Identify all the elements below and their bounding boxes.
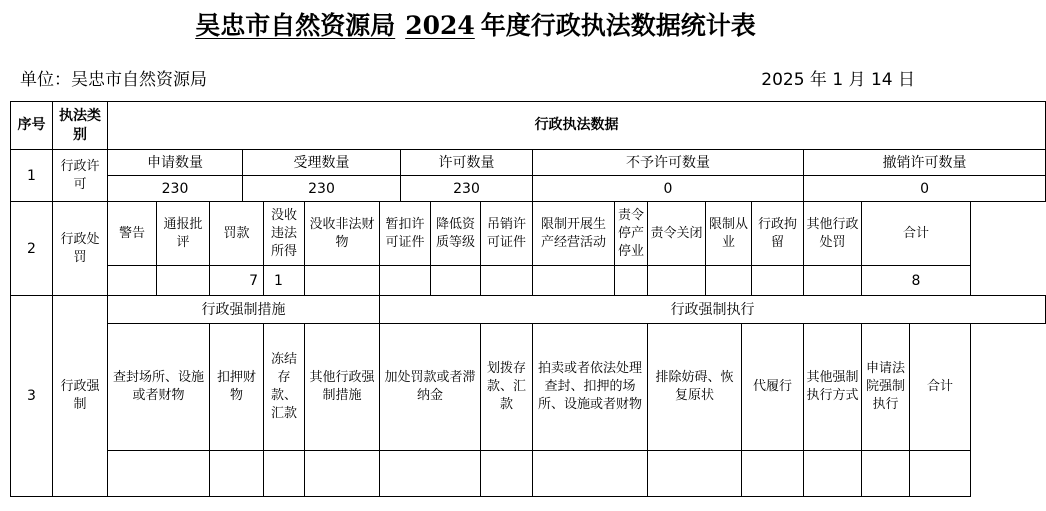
enf-value-cell [380,451,481,497]
enf-exec-substitute: 代履行 [742,324,804,451]
enf-exec-other-method: 其他强制执行方式 [804,324,862,451]
pen-header-detention: 行政拘留 [752,202,804,266]
pen-header-warning: 警告 [108,202,157,266]
pen-value-detention [752,266,804,296]
pen-value-fine: 7 [210,266,264,296]
pen-value-revoke-license [481,266,533,296]
pen-header-restrict-business: 限制开展生产经营活动 [533,202,615,266]
enf-value-cell [108,451,210,497]
col-data-header: 行政执法数据 [108,102,1046,150]
enf-execution-title: 行政强制执行 [380,296,1046,324]
pen-header-order-close: 责令关闭 [648,202,706,266]
pen-header-restrict-practice: 限制从业 [706,202,752,266]
title-agency: 吴忠市自然资源局 [195,11,396,40]
pen-value-lower-qualification [431,266,481,296]
enf-measure-freeze: 冻结存款、汇款 [264,324,305,451]
enf-value-cell [481,451,533,497]
pen-header-revoke-license: 吊销许可证件 [481,202,533,266]
category-enforcement: 行政强制 [53,296,108,497]
enf-exec-auction: 拍卖或者依法处理查封、扣押的场所、设施或者财物 [533,324,648,451]
pen-value-total: 8 [862,266,971,296]
pen-value-confiscate-property [305,266,380,296]
lic-value-deny: 0 [533,176,804,202]
pen-value-confiscate-gains: 1 [264,266,305,296]
seq-1: 1 [11,150,53,202]
pen-header-suspend-production: 责令停产停业 [615,202,648,266]
enf-exec-remove-obstruction: 排除妨碍、恢复原状 [648,324,742,451]
enf-value-cell [533,451,648,497]
enf-exec-total: 合计 [910,324,971,451]
pen-header-confiscate-gains: 没收违法所得 [264,202,305,266]
enf-exec-court: 申请法院强制执行 [862,324,910,451]
enf-value-cell [210,451,264,497]
category-licensing: 行政许可 [53,150,108,202]
lic-header-accept: 受理数量 [243,150,401,176]
title-suffix: 年度行政执法数据统计表 [480,11,756,40]
enf-exec-transfer: 划拨存款、汇款 [481,324,533,451]
enf-value-cell [305,451,380,497]
pen-value-suspend-license [380,266,431,296]
enf-value-cell [804,451,862,497]
enf-exec-late-fee: 加处罚款或者滞纳金 [380,324,481,451]
col-seq-header: 序号 [11,102,53,150]
enf-value-cell [862,451,910,497]
enf-measure-seize: 扣押财物 [210,324,264,451]
title-year: 2024 [405,11,475,40]
lic-value-apply: 230 [108,176,243,202]
lic-header-revoke: 撤销许可数量 [804,150,1046,176]
unit-label: 单位：吴忠市自然资源局 [20,70,207,90]
category-penalty: 行政处罚 [53,202,108,296]
enf-value-cell [648,451,742,497]
enf-value-cell [742,451,804,497]
pen-value-other [804,266,862,296]
pen-value-suspend-production [615,266,648,296]
pen-header-fine: 罚款 [210,202,264,266]
lic-value-revoke: 0 [804,176,1046,202]
seq-2: 2 [11,202,53,296]
lic-header-apply: 申请数量 [108,150,243,176]
lic-header-grant: 许可数量 [401,150,533,176]
pen-header-other: 其他行政处罚 [804,202,862,266]
pen-header-total: 合计 [862,202,971,266]
lic-header-deny: 不予许可数量 [533,150,804,176]
pen-value-restrict-business [533,266,615,296]
pen-value-order-close [648,266,706,296]
seq-3: 3 [11,296,53,497]
enf-value-cell [910,451,971,497]
col-type-header: 执法类别 [53,102,108,150]
enf-value-cell [264,451,305,497]
pen-header-lower-qualification: 降低资质等级 [431,202,481,266]
lic-value-grant: 230 [401,176,533,202]
pen-value-warning [108,266,157,296]
enf-measure-other: 其他行政强制措施 [305,324,380,451]
pen-header-notice: 通报批评 [157,202,210,266]
page-title [0,8,951,44]
pen-header-confiscate-property: 没收非法财物 [305,202,380,266]
statistics-table [10,101,1046,497]
pen-header-suspend-license: 暂扣许可证件 [380,202,431,266]
enf-measures-title: 行政强制措施 [108,296,380,324]
pen-value-notice [157,266,210,296]
enf-measure-seal: 查封场所、设施或者财物 [108,324,210,451]
lic-value-accept: 230 [243,176,401,202]
pen-value-restrict-practice [706,266,752,296]
report-date: 2025 年 1 月 14 日 [761,70,915,90]
